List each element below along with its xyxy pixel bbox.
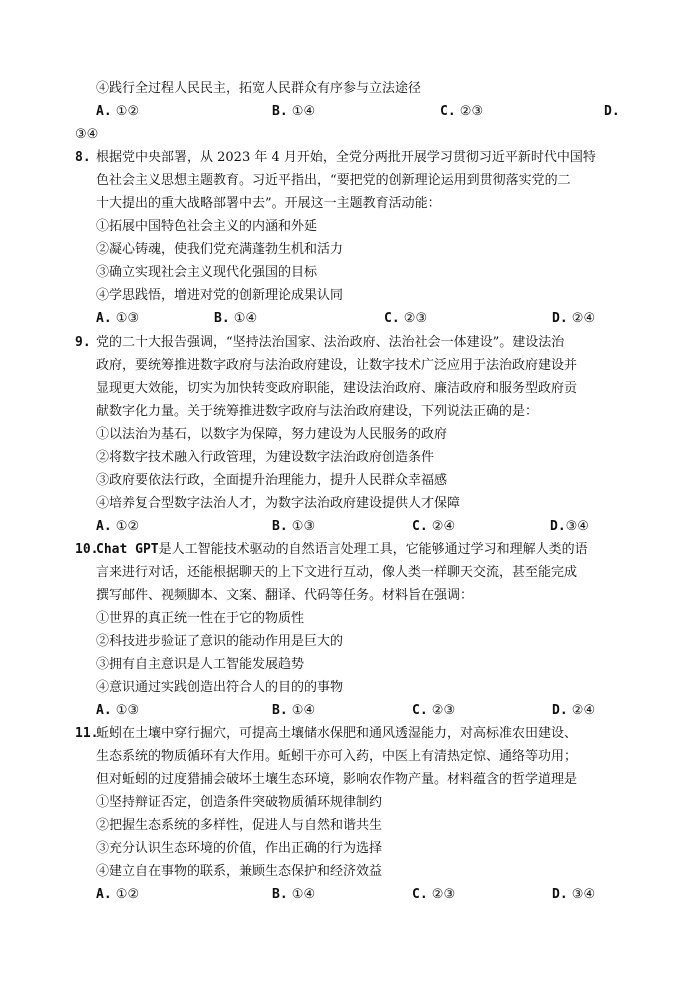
question-text-line: 十大提出的重大战略部署中去”。开展这一主题教育活动能： xyxy=(96,196,441,211)
question-text-line: 言来进行对话，还能根据聊天的上下文进行互动，像人类一样聊天交流，甚至能完成 xyxy=(96,565,578,580)
statement-3: ③拥有自主意识是人工智能发展趋势 xyxy=(96,657,305,672)
option-label: A. xyxy=(96,519,112,534)
option-label: C. xyxy=(412,887,428,902)
option-c xyxy=(412,883,455,906)
option-value: ③④ xyxy=(571,887,596,902)
option-value: ②③ xyxy=(431,703,456,718)
option-label: D. xyxy=(552,887,568,902)
option-d xyxy=(552,307,595,330)
question-text-line: 政府，要统筹推进数字政府与法治政府建设，让数字技术广泛应用于法治政府建设并 xyxy=(96,358,578,373)
question-text-line: 党的二十大报告强调，“坚持法治国家、法治政府、法治社会一体建设”。建设法治 xyxy=(96,335,565,350)
question-text-line xyxy=(96,538,588,561)
option-value: ①③ xyxy=(115,311,140,326)
question-number: 11. xyxy=(75,726,99,741)
question-text-line: 生态系统的物质循环有大作用。蚯蚓干亦可入药，中医上有清热定惊、通络等功用； xyxy=(96,749,578,764)
statement-2: ②把握生态系统的多样性，促进人与自然和谐共生 xyxy=(96,818,383,833)
option-label: D. xyxy=(604,104,620,119)
option-a xyxy=(96,100,139,123)
option-value: ①④ xyxy=(291,104,316,119)
option-value: ②③ xyxy=(403,311,428,326)
statement-2: ②科技进步验证了意识的能动作用是巨大的 xyxy=(96,634,344,649)
statement-4: ④学思践悟，增进对党的创新理论成果认同 xyxy=(96,288,344,303)
option-value: ②④ xyxy=(571,311,596,326)
option-d xyxy=(552,699,595,722)
option-label: D. xyxy=(550,519,566,534)
option-d xyxy=(552,883,595,906)
option-a xyxy=(96,307,139,330)
statement-4: ④建立自在事物的联系，兼顾生态保护和经济效益 xyxy=(96,864,383,879)
question-number: 10. xyxy=(75,542,99,557)
option-label: D. xyxy=(552,311,568,326)
option-value: ③④ xyxy=(565,519,589,534)
option-c xyxy=(440,100,483,123)
option-value: ②④ xyxy=(571,703,596,718)
statement-3: ③充分认识生态环境的价值，作出正确的行为选择 xyxy=(96,841,383,856)
option-value: ①② xyxy=(115,519,140,534)
option-d xyxy=(604,100,620,123)
statement-1: ①拓展中国特色社会主义的内涵和外延 xyxy=(96,219,318,234)
option-label: B. xyxy=(272,887,288,902)
option-value: ①② xyxy=(115,887,140,902)
option-value: ②③ xyxy=(459,104,484,119)
statement-1: ①坚持辩证否定，创造条件突破物质循环规律制约 xyxy=(96,795,383,810)
question-text-line: 色社会主义思想主题教育。习近平指出，“要把党的创新理论运用到贯彻落实党的二 xyxy=(96,173,571,188)
option-label: C. xyxy=(412,703,428,718)
question-text-line: 根据党中央部署，从 2023 年 4 月开始，全党分两批开展学习贯彻习近平新时代中国特 xyxy=(96,150,596,165)
option-d xyxy=(550,515,589,538)
option-b xyxy=(272,699,315,722)
option-d-value: ③④ xyxy=(75,127,99,142)
option-value: ①④ xyxy=(291,703,316,718)
option-c xyxy=(412,699,455,722)
option-label: C. xyxy=(384,311,400,326)
option-label: B. xyxy=(272,703,288,718)
option-value: ①② xyxy=(115,104,140,119)
question-text-line: 但对蚯蚓的过度猎捕会破坏土壤生态环境，影响农作物产量。材料蕴含的哲学道理是 xyxy=(96,772,578,787)
statement-1: ①世界的真正统一性在于它的物质性 xyxy=(96,611,305,626)
statement-2: ②将数字技术融入行政管理，为建设数字法治政府创造条件 xyxy=(96,450,435,465)
option-label: A. xyxy=(96,104,112,119)
statement-4: ④意识通过实践创造出符合人的目的的事物 xyxy=(96,680,344,695)
question-text-line: 撰写邮件、视频脚本、文案、翻译、代码等任务。材料旨在强调： xyxy=(96,588,474,603)
option-label: B. xyxy=(272,519,288,534)
option-value: ②③ xyxy=(431,887,456,902)
option-label: C. xyxy=(412,519,428,534)
option-label: B. xyxy=(214,311,230,326)
option-label: A. xyxy=(96,311,112,326)
option-b xyxy=(272,883,315,906)
option-value: ①④ xyxy=(233,311,258,326)
option-label: D. xyxy=(552,703,568,718)
option-label: A. xyxy=(96,887,112,902)
statement-4: ④践行全过程人民民主，拓宽人民群众有序参与立法途径 xyxy=(96,81,422,96)
option-label: A. xyxy=(96,703,112,718)
question-text-line: 蚯蚓在土壤中穿行掘穴，可提高土壤储水保肥和通风透湿能力，对高标准农田建设、 xyxy=(96,726,578,741)
option-c xyxy=(412,515,455,538)
option-b xyxy=(272,515,315,538)
statement-4: ④培养复合型数字法治人才，为数字法治政府建设提供人才保障 xyxy=(96,496,461,511)
option-value: ②④ xyxy=(431,519,456,534)
product-name: Chat GPT xyxy=(96,542,159,557)
option-b xyxy=(272,100,315,123)
option-label: B. xyxy=(272,104,288,119)
statement-2: ②凝心铸魂，使我们党充满蓬勃生机和活力 xyxy=(96,242,344,257)
statement-3: ③政府要依法行政，全面提升治理能力，提升人民群众幸福感 xyxy=(96,473,448,488)
option-a xyxy=(96,883,139,906)
statement-1: ①以法治为基石，以数字为保障，努力建设为人民服务的政府 xyxy=(96,427,448,442)
question-number: 8. xyxy=(75,150,91,165)
option-c xyxy=(384,307,427,330)
option-a xyxy=(96,699,139,722)
option-a xyxy=(96,515,139,538)
option-b xyxy=(214,307,257,330)
question-number: 9. xyxy=(75,335,91,350)
option-value: ①④ xyxy=(291,887,316,902)
question-text-line: 献数字化力量。关于统筹推进数字政府与法治政府建设，下列说法正确的是： xyxy=(96,404,539,419)
option-value: ①③ xyxy=(291,519,316,534)
option-label: C. xyxy=(440,104,456,119)
option-value: ①③ xyxy=(115,703,140,718)
statement-3: ③确立实现社会主义现代化强国的目标 xyxy=(96,265,318,280)
question-text: 是人工智能技术驱动的自然语言处理工具，它能够通过学习和理解人类的语 xyxy=(158,542,588,557)
question-text-line: 显现更大效能，切实为加快转变政府职能，建设法治政府、廉洁政府和服务型政府贡 xyxy=(96,381,578,396)
